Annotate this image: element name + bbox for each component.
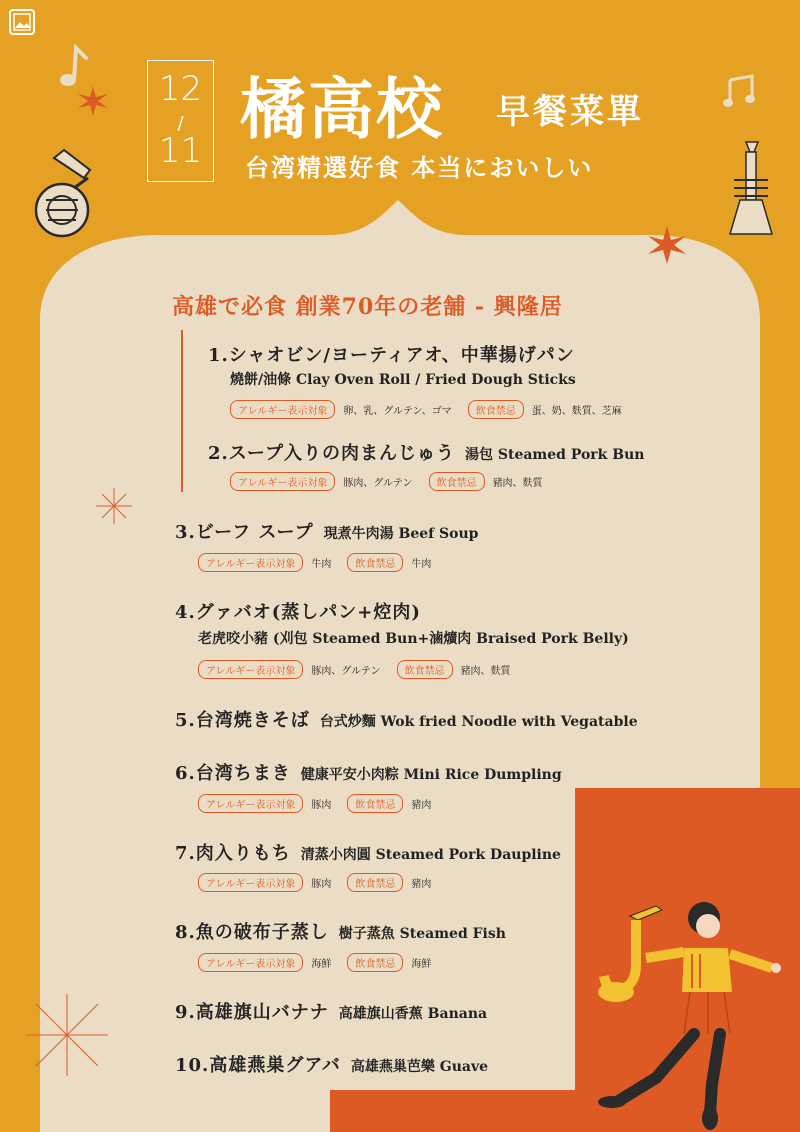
diet-tag: 飲食禁忌	[347, 794, 403, 813]
tag-row	[198, 553, 431, 572]
menu-item-title: 1.シャオビン/ヨーティアオ、中華揚げパン	[208, 345, 575, 366]
allergy-tag: アレルギー表示対象	[198, 953, 303, 972]
tagline: 台湾精選好食 本当においしい	[245, 153, 594, 182]
date-month: 12	[158, 69, 203, 109]
menu-item-title: 6.台湾ちまき 健康平安小肉粽 Mini Rice Dumpling	[175, 763, 562, 784]
menu-item-sub: 清蒸小肉圓 Steamed Pork Daupline	[300, 847, 561, 863]
menu-item-sub: 樹子蒸魚 Steamed Fish	[338, 926, 506, 942]
french-horn-icon	[24, 148, 104, 258]
tag-row	[230, 472, 543, 491]
allergy-tag: アレルギー表示対象	[198, 794, 303, 813]
menu-item-sub: 高雄燕巢芭樂 Guave	[350, 1059, 488, 1075]
menu-item-title: 10.高雄燕巣グアバ 高雄燕巢芭樂 Guave	[175, 1055, 488, 1076]
diet-values: 豬肉	[411, 879, 432, 890]
allergy-values: 豚肉	[311, 800, 332, 811]
allergy-values: 海鮮	[311, 959, 332, 970]
menu-item-desc: 燒餅/油條 Clay Oven Roll / Fried Dough Sticks	[230, 372, 576, 388]
spark-right-icon	[646, 224, 688, 266]
allergy-tag: アレルギー表示対象	[198, 660, 303, 679]
diet-tag: 飲食禁忌	[397, 660, 453, 679]
diet-tag: 飲食禁忌	[429, 472, 485, 491]
sparkle-icon	[96, 488, 132, 524]
page-subtitle: 早餐菜單	[496, 92, 644, 132]
sparkle-right-icon	[714, 842, 754, 882]
menu-item-desc: 老虎咬小豬 (刈包 Steamed Bun+滷爌肉 Braised Pork Belly)	[198, 631, 629, 647]
tag-row	[230, 400, 622, 419]
diet-values: 牛肉	[411, 559, 432, 570]
trumpet-icon	[716, 140, 776, 240]
menu-item-title: 7.肉入りもち 清蒸小肉圓 Steamed Pork Daupline	[175, 843, 561, 864]
menu-item-sub: 現煮牛肉湯 Beef Soup	[323, 526, 479, 542]
spark-icon	[76, 84, 110, 118]
allergy-values: 豚肉、グルテン	[311, 666, 381, 677]
menu-item-sub: 健康平安小肉粽 Mini Rice Dumpling	[300, 767, 562, 783]
allergy-values: 卵、乳、グルテン、ゴマ	[343, 406, 452, 417]
menu-item-title: 5.台湾焼きそば 台式炒麵 Wok fried Noodle with Vegatable	[175, 710, 638, 731]
allergy-tag: アレルギー表示対象	[198, 553, 303, 572]
diet-values: 豬肉	[411, 800, 432, 811]
menu-item-sub: 台式炒麵 Wok fried Noodle with Vegatable	[319, 714, 638, 730]
page-title: 橘高校	[240, 70, 444, 148]
menu-item-title: 8.魚の破布子蒸し 樹子蒸魚 Steamed Fish	[175, 922, 506, 943]
menu-item-sub: 高雄旗山香蕉 Banana	[338, 1006, 488, 1022]
menu-item-sub: 湯包 Steamed Pork Bun	[465, 447, 645, 463]
tag-row	[198, 660, 511, 679]
date-day: 11	[158, 131, 203, 171]
diet-tag: 飲食禁忌	[468, 400, 524, 419]
diet-values: 豬肉、麩質	[492, 478, 543, 489]
menu-item-title: 2.スープ入りの肉まんじゅう 湯包 Steamed Pork Bun	[208, 443, 645, 464]
diet-tag: 飲食禁忌	[347, 873, 403, 892]
image-icon[interactable]	[8, 8, 36, 36]
allergy-tag: アレルギー表示対象	[230, 472, 335, 491]
menu-item-title: 4.グァバオ(蒸しパン+焢肉)	[175, 602, 421, 623]
date-slash: /	[177, 113, 184, 134]
date-box	[147, 60, 214, 182]
diet-values: 海鮮	[411, 959, 432, 970]
tag-row	[198, 873, 431, 892]
menu-item-title: 9.高雄旗山バナナ 高雄旗山香蕉 Banana	[175, 1002, 488, 1023]
allergy-values: 豚肉	[311, 879, 332, 890]
diet-tag: 飲食禁忌	[347, 553, 403, 572]
allergy-tag: アレルギー表示対象	[230, 400, 335, 419]
menu-item-title: 3.ビーフ スープ 現煮牛肉湯 Beef Soup	[175, 522, 479, 543]
menu-heading: 高雄で必食 創業70年の老舗 - 興隆居	[172, 294, 563, 320]
sparkle-large-icon	[26, 994, 108, 1076]
music-note-right-icon	[722, 72, 762, 112]
section-divider-line	[181, 330, 183, 492]
allergy-tag: アレルギー表示対象	[198, 873, 303, 892]
allergy-values: 豚肉、グルテン	[343, 478, 413, 489]
saxophone-player-illustration	[596, 896, 786, 1132]
diet-tag: 飲食禁忌	[347, 953, 403, 972]
diet-values: 蛋、奶、麩質、芝麻	[531, 406, 622, 417]
tag-row	[198, 794, 431, 813]
allergy-values: 牛肉	[311, 559, 332, 570]
tag-row	[198, 953, 431, 972]
diet-values: 豬肉、麩質	[460, 666, 511, 677]
